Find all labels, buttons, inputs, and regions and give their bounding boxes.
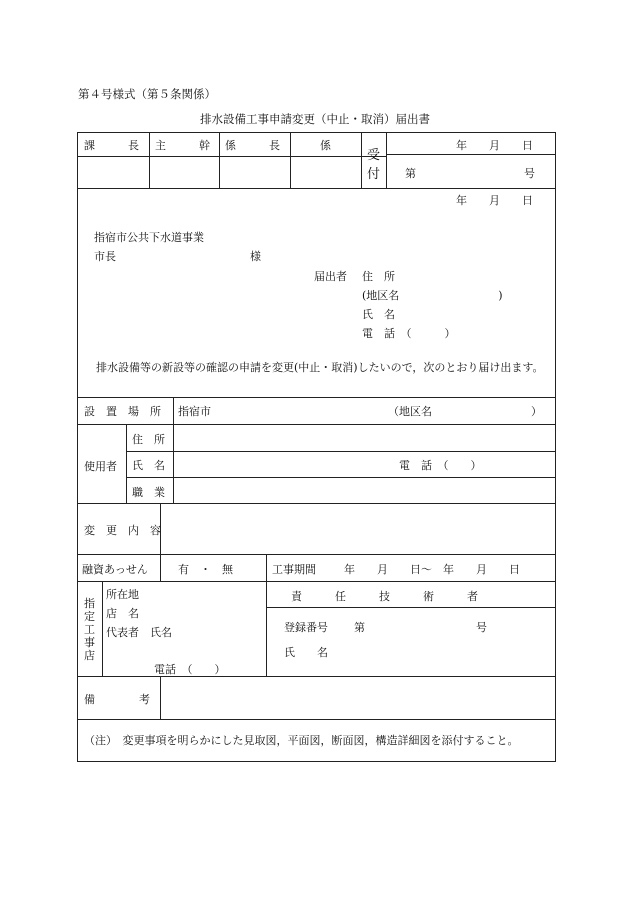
grid-line — [78, 676, 556, 677]
remarks-field[interactable] — [163, 679, 552, 716]
grid-line — [78, 188, 556, 189]
user-occupation-label: 職 業 — [132, 486, 165, 499]
registration-label: 登録番号 — [284, 621, 328, 634]
contractor-rep-label: 代表者 氏名 — [106, 626, 172, 639]
grid-line — [126, 451, 556, 452]
stamp-box-kacho[interactable] — [79, 157, 148, 187]
location-field[interactable] — [218, 400, 388, 420]
addressee-title: 市長 — [94, 250, 116, 263]
statement-text: 排水設備等の新設等の確認の申請を変更(中止・取消)したいので，次のとおり届け出ます。 — [96, 361, 544, 374]
grid-line — [361, 133, 362, 188]
grid-line — [126, 477, 556, 478]
grid-line — [78, 503, 556, 504]
stamp-box-kakaricho[interactable] — [220, 157, 289, 187]
location-district[interactable]: （地区名 ） — [388, 405, 542, 418]
grid-line — [173, 424, 174, 503]
registration-prefix: 第 — [354, 621, 365, 634]
grid-line — [78, 424, 556, 425]
registration-number-field[interactable] — [370, 615, 470, 633]
location-city: 指宿市 — [178, 405, 211, 418]
grid-line — [102, 581, 103, 676]
receipt-number-field[interactable] — [423, 160, 519, 182]
kacho-label: 課 長 — [84, 139, 139, 152]
applicant-label: 届出者 — [314, 270, 347, 283]
change-label: 変 更 内 容 — [84, 524, 161, 537]
kakari-label: 係 — [320, 139, 331, 152]
change-content-field[interactable] — [163, 506, 552, 551]
user-occupation-field[interactable] — [176, 480, 552, 500]
grid-line — [173, 397, 174, 424]
uketsuke-label-1: 受 — [367, 148, 381, 163]
grid-line — [266, 607, 556, 608]
receipt-number-suffix: 号 — [524, 167, 535, 180]
contractor-phone[interactable]: 電話 （ ） — [154, 663, 226, 676]
contractor-label-4: 事 — [84, 636, 95, 649]
grid-line — [386, 154, 556, 155]
grid-line — [78, 397, 556, 398]
grid-line — [266, 554, 267, 676]
applicant-name-label: 氏 名 — [362, 308, 395, 321]
registration-suffix: 号 — [476, 621, 487, 634]
addressee-sama: 様 — [250, 250, 261, 263]
applicant-address-label: 住 所 — [362, 270, 395, 283]
user-phone[interactable]: 電 話 （ ） — [399, 459, 482, 472]
contractor-info-field[interactable] — [104, 583, 264, 659]
contractor-shop-label: 店 名 — [106, 607, 139, 620]
grid-line — [78, 581, 556, 582]
user-name-label: 氏 名 — [132, 459, 165, 472]
grid-line — [160, 554, 161, 581]
contractor-label-1: 指 — [84, 597, 95, 610]
engineer-name-label: 氏 名 — [284, 646, 328, 659]
loan-options[interactable]: 有 ・ 無 — [178, 563, 233, 576]
location-label: 設 置 場 所 — [84, 405, 161, 418]
user-address-field[interactable] — [176, 427, 552, 448]
contractor-label-5: 店 — [84, 649, 95, 662]
loan-label: 融資あっせん — [82, 563, 148, 576]
user-label: 使用者 — [84, 460, 117, 473]
engineer-heading: 責 任 技 術 者 — [291, 590, 478, 603]
grid-line — [126, 424, 127, 503]
contractor-location-label: 所在地 — [106, 588, 139, 601]
grid-line — [386, 133, 387, 188]
user-address-label: 住 所 — [132, 433, 165, 446]
applicant-phone[interactable]: 電 話 （ ） — [362, 327, 456, 340]
receipt-number-prefix: 第 — [405, 167, 416, 180]
stamp-box-shukan[interactable] — [150, 157, 218, 187]
remarks-label: 備 考 — [84, 693, 150, 706]
grid-line — [160, 676, 161, 719]
period-label: 工事期間 — [272, 563, 316, 576]
applicant-district[interactable]: (地区名 ) — [362, 289, 503, 302]
note-text: （注） 変更事項を明らかにした見取図，平面図，断面図，構造詳細図を添付すること。 — [84, 734, 519, 747]
form-frame — [77, 132, 556, 762]
notice-date[interactable]: 年 月 日 — [456, 194, 533, 207]
contractor-label-2: 定 — [84, 610, 95, 623]
form-number: 第４号様式（第５条関係） — [78, 87, 216, 101]
kakaricho-label: 係 長 — [225, 139, 280, 152]
receipt-date[interactable]: 年 月 日 — [456, 139, 533, 152]
contractor-label-3: 工 — [84, 623, 95, 636]
grid-line — [78, 719, 556, 720]
addressee-org: 指宿市公共下水道事業 — [94, 231, 204, 244]
shukan-label: 主 幹 — [155, 139, 210, 152]
user-name-field[interactable] — [176, 454, 386, 474]
engineer-name-field[interactable] — [334, 640, 544, 658]
grid-line — [78, 554, 556, 555]
applicant-name-field[interactable] — [398, 302, 548, 320]
construction-period[interactable]: 年 月 日～ 年 月 日 — [344, 563, 520, 576]
applicant-address-field[interactable] — [398, 264, 548, 282]
document-title: 排水設備工事申請変更（中止・取消）届出書 — [200, 112, 430, 126]
uketsuke-label-2: 付 — [367, 167, 381, 182]
stamp-box-kakari[interactable] — [291, 157, 360, 187]
